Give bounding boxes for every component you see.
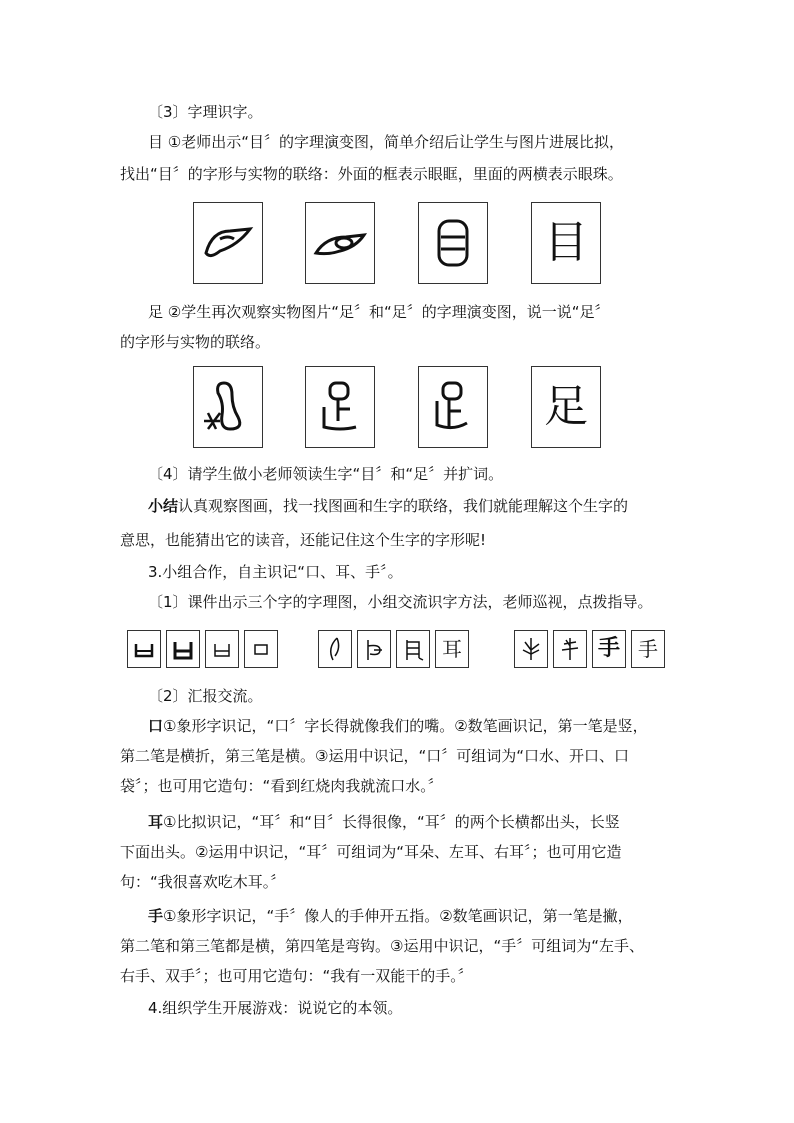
text-line: 第二笔是横折，第三笔是横。③运用中识记，“口〞可组词为“口水、开口、口: [120, 747, 629, 765]
text-line: 〔3〕字理识字。: [148, 103, 263, 121]
zu-evolution-4: [531, 366, 601, 448]
summary-text: 认真观察图画，找一找图画和生字的联络，我们就能理解这个生字的: [178, 497, 629, 515]
kou-evolution-2: [166, 630, 200, 668]
er-evolution-2: [357, 630, 391, 668]
text-line: 〔1〕课件出示三个字的字理图，小组交流识字方法，老师巡视，点拨指导。: [148, 593, 653, 611]
summary-label: 小结: [148, 497, 179, 515]
zu-evolution-1: [193, 366, 263, 448]
text-line: 右手、双手〞；也可用它造句：“我有一双能干的手。〞: [120, 967, 473, 985]
text-line: 3.小组合作，自主识记“口、耳、手〞。: [148, 563, 403, 581]
shou-glyph-3: 手: [597, 636, 620, 661]
zu-evolution-2: [305, 366, 375, 448]
er-label: 耳: [148, 813, 164, 831]
text-line: [148, 906, 633, 926]
er-text: ①比拟识记，“耳〞和“目〞长得很像，“耳〞的两个长横都出头，长竖: [163, 813, 620, 831]
er-final-glyph: 耳: [442, 637, 462, 661]
text-line: 足 ②学生再次观察实物图片“足〞和“足〞的字理演变图，说一说“足〞: [148, 303, 610, 321]
text-line: 目 ①老师出示“目〞的字理演变图，简单介绍后让学生与图片进展比拟，: [148, 133, 624, 151]
zu-evolution-3: [418, 366, 488, 448]
text-line: 〔4〕请学生做小老师领读生字“目〞和“足〞并扩词。: [148, 465, 504, 483]
mu-evolution-3: [418, 202, 488, 284]
shou-evolution-1: [514, 630, 548, 668]
shou-evolution-3: [592, 630, 626, 668]
text-line: 4.组织学生开展游戏：说说它的本领。: [148, 999, 403, 1017]
text-line: 〔2〕汇报交流。: [148, 687, 263, 705]
shou-evolution-4: [631, 630, 665, 668]
er-evolution-1: [318, 630, 352, 668]
shou-text: ①象形字识记，“手〞像人的手伸开五指。②数笔画识记，第一笔是撇，: [163, 907, 633, 925]
er-evolution-4: [435, 630, 469, 668]
text-line: [148, 716, 648, 736]
text-line: 句：“我很喜欢吃木耳。〞: [120, 873, 286, 891]
text-line: [148, 496, 628, 516]
kou-evolution-1: [127, 630, 161, 668]
text-line: [148, 812, 620, 832]
shou-label: 手: [148, 907, 164, 925]
kou-label: 口: [148, 717, 164, 735]
text-line: 第二笔和第三笔都是横，第四笔是弯钩。③运用中识记，“手〞可组词为“左手、: [120, 937, 644, 955]
er-evolution-3: [396, 630, 430, 668]
kou-text: ①象形字识记，“口〞字长得就像我们的嘴。②数笔画识记，第一笔是竖，: [163, 717, 648, 735]
kou-evolution-3: [205, 630, 239, 668]
mu-evolution-4: [531, 202, 601, 284]
mu-evolution-2: [305, 202, 375, 284]
text-line: 找出“目〞的字形与实物的联络：外面的框表示眼眶，里面的两横表示眼珠。: [120, 165, 623, 183]
shou-evolution-2: [553, 630, 587, 668]
kou-evolution-4: [244, 630, 278, 668]
text-line: 袋〞；也可用它造句：“看到红烧肉我就流口水。〞: [120, 777, 443, 795]
text-line: 意思，也能猜出它的读音，还能记住这个生字的字形呢!: [120, 531, 487, 549]
text-line: 下面出头。②运用中识记，“耳〞可组词为“耳朵、左耳、右耳〞；也可用它造: [120, 843, 622, 861]
zu-final-glyph: 足: [544, 381, 588, 432]
mu-evolution-1: [193, 202, 263, 284]
text-line: 的字形与实物的联络。: [120, 333, 271, 351]
shou-glyph-4: 手: [638, 637, 658, 661]
mu-final-glyph: 目: [544, 217, 588, 268]
